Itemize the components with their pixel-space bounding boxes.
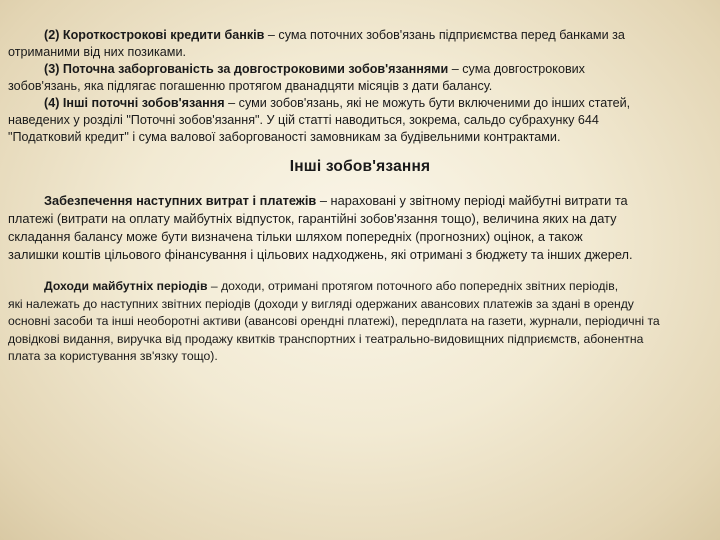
term-short-term-bank-loans: (2) Короткострокові кредити банків	[44, 28, 265, 42]
paragraph-line: основні засоби та інші необоротні активи (авансові орендні платежі), передплата на газети, журнали, періодичні та	[8, 314, 660, 328]
deferred-income-paragraph	[8, 278, 708, 366]
paragraph-first-line	[8, 278, 708, 296]
term-provisions: Забезпечення наступних витрат і платежів	[44, 193, 317, 208]
paragraph-current-portion-long-term	[8, 61, 708, 78]
paragraph-continuation: наведених у розділі "Поточні зобов'язання". У цій статті наводиться, зокрема, сальдо субрахунку 644	[8, 113, 599, 127]
paragraph-continuation: зобов'язань, яка підлягає погашенню протягом дванадцяти місяців з дати балансу.	[8, 79, 493, 93]
section-heading: Інші зобов'язання	[289, 158, 431, 175]
current-liabilities-text	[8, 27, 708, 146]
paragraph-line: які належать до наступних звітних періодів (доходи у вигляді одержаних авансових платежів за здані в оренду	[8, 296, 634, 311]
definition-text: – суми зобов'язань, які не можуть бути включеними до інших статей,	[224, 96, 631, 110]
paragraph-continuation: отриманими від них позиками.	[8, 45, 186, 59]
paragraph-other-current-liabilities	[8, 95, 708, 112]
term-deferred-income: Доходи майбутніх періодів	[44, 279, 208, 293]
definition-text: – доходи, отримані протягом поточного або попередніх звітних періодів,	[207, 279, 619, 293]
paragraph-line: платежі (витрати на оплату майбутніх відпусток, гарантійні зобов'язання тощо), величина яких на дату	[8, 211, 617, 226]
definition-text: – нараховані у звітному періоді майбутні витрати та	[316, 193, 628, 208]
paragraph-line: плата за користування зв'язку тощо).	[8, 349, 218, 363]
provisions-paragraph	[8, 192, 708, 264]
definition-text: – сума поточних зобов'язань підприємства перед банками за	[264, 28, 625, 42]
definition-text: – сума довгострокових	[448, 62, 585, 76]
paragraph-line: складання балансу може бути визначена тільки шляхом попередніх (прогнозних) оцінок, а також	[8, 229, 583, 244]
paragraph-first-line	[8, 192, 708, 210]
term-other-current-liabilities: (4) Інші поточні зобов'язання	[44, 96, 225, 110]
term-current-portion-long-term: (3) Поточна заборгованість за довгостроковими зобов'язаннями	[44, 62, 449, 76]
paragraph-line: довідкові видання, виручка від продажу квитків транспортних і театрально-видовищних підприємств, абонентна	[8, 331, 644, 346]
paragraph-short-term-bank-loans	[8, 27, 708, 44]
paragraph-line: залишки коштів цільового фінансування і цільових надходжень, які отримані з бюджету та інших джерел.	[8, 247, 633, 262]
paragraph-continuation: "Податковий кредит" і сума валової заборгованості замовникам за будівельними контрактами.	[8, 130, 561, 144]
